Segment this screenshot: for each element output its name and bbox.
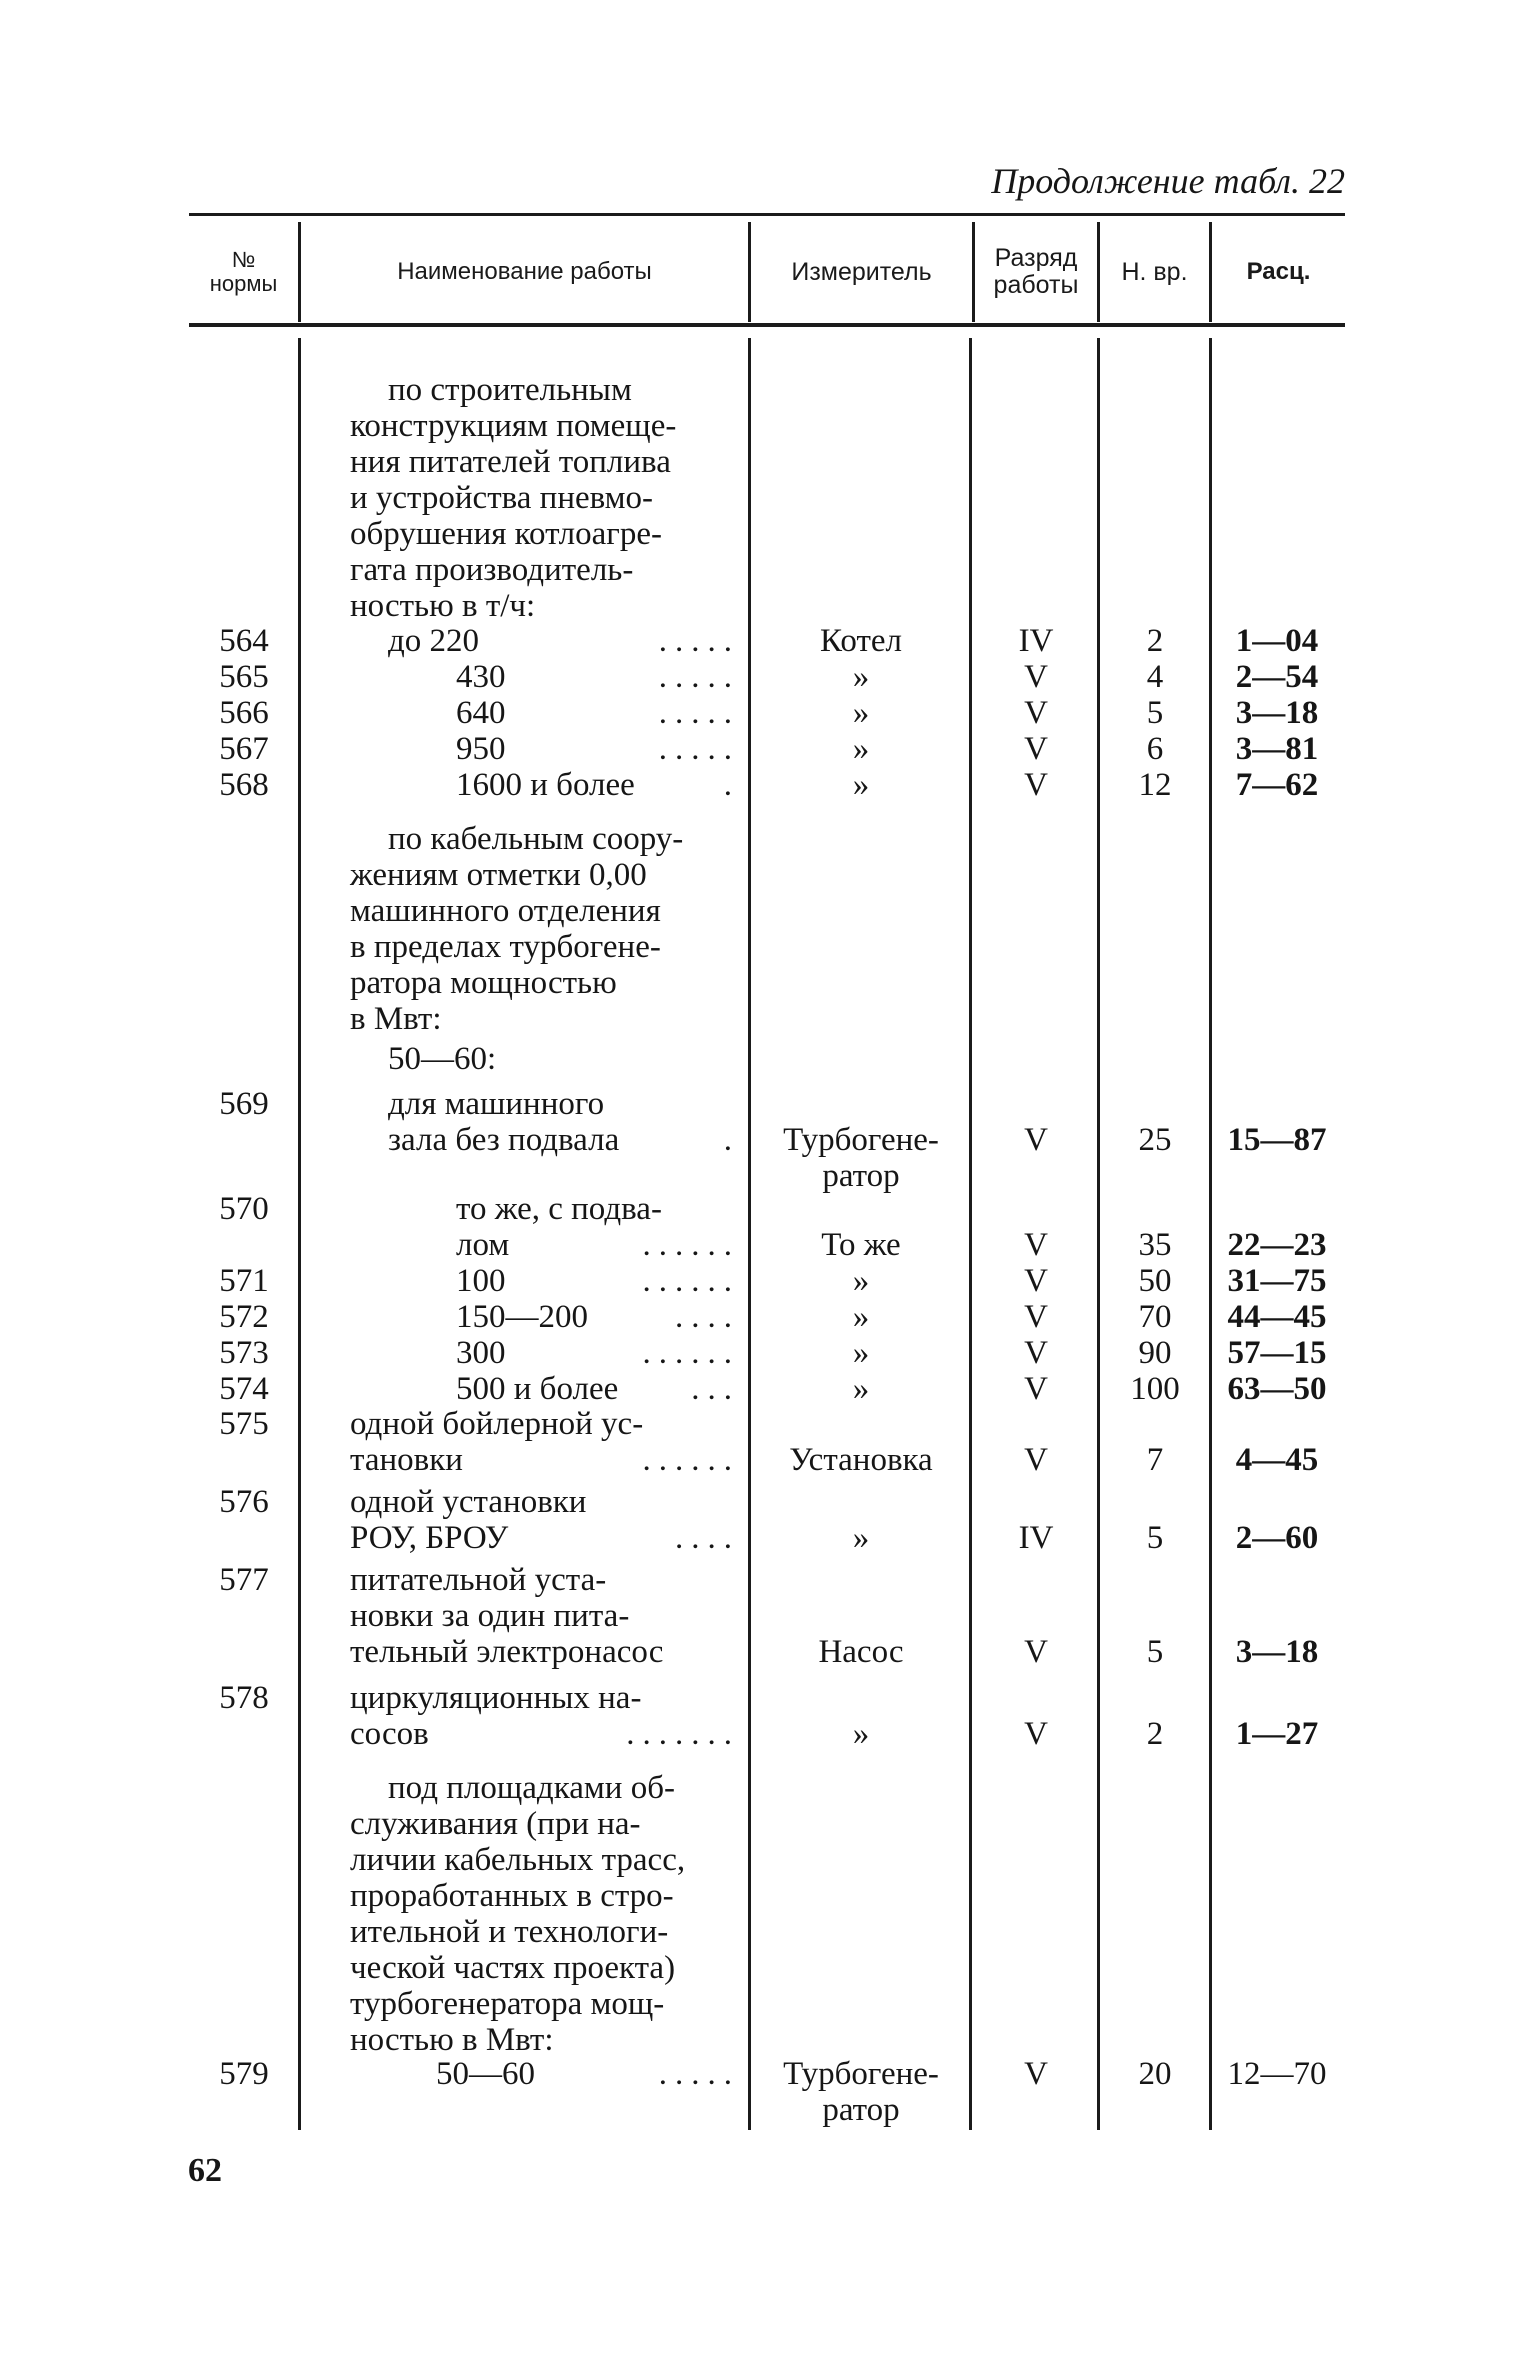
time-norm: 7 bbox=[1146, 1442, 1164, 1478]
header-bottom-rule bbox=[189, 323, 1345, 327]
work-name: питательной уста- новки за один пита- тельный электронасос bbox=[350, 1562, 664, 1670]
norm-number: 573 bbox=[219, 1335, 269, 1371]
work-grade: V bbox=[1024, 2056, 1048, 2092]
header-work-name: Наименование работы bbox=[397, 258, 652, 286]
rate-value: 3—81 bbox=[1235, 731, 1319, 767]
work-grade: IV bbox=[1018, 623, 1054, 659]
header-measure: Измеритель bbox=[791, 257, 932, 286]
norm-number: 568 bbox=[219, 767, 269, 803]
header-rate: Расц. bbox=[1246, 258, 1311, 286]
rate-value: 63—50 bbox=[1227, 1371, 1327, 1407]
work-name: для машинного зала без подвала . bbox=[388, 1086, 740, 1158]
norm-number: 565 bbox=[219, 659, 269, 695]
work-name: 640 ..... bbox=[456, 695, 740, 731]
norm-number: 577 bbox=[219, 1562, 269, 1598]
header-norm-no: № нормы bbox=[209, 247, 278, 296]
time-norm: 5 bbox=[1146, 1634, 1164, 1670]
work-grade: V bbox=[1024, 659, 1048, 695]
work-grade: V bbox=[1024, 767, 1048, 803]
rate-value: 1—27 bbox=[1235, 1716, 1319, 1752]
work-name: до 220 ..... bbox=[388, 623, 740, 659]
norm-number: 578 bbox=[219, 1680, 269, 1716]
measure-unit: Насос bbox=[818, 1634, 904, 1670]
work-name: то же, с подва- лом ...... bbox=[456, 1191, 740, 1263]
work-grade: V bbox=[1024, 1122, 1048, 1158]
work-name: 950 ..... bbox=[456, 731, 740, 767]
measure-unit: Турбогене- ратор bbox=[783, 2056, 939, 2128]
measure-unit: Турбогене- ратор bbox=[783, 1122, 939, 1194]
rate-value: 2—54 bbox=[1235, 659, 1319, 695]
time-norm: 100 bbox=[1130, 1371, 1180, 1407]
time-norm: 12 bbox=[1138, 767, 1172, 803]
time-norm: 20 bbox=[1138, 2056, 1172, 2092]
work-name: 1600 и более . bbox=[456, 767, 740, 803]
work-grade: V bbox=[1024, 731, 1048, 767]
work-name: по строительным конструкциям помеще- ния питателей топлива и устройства пневмо- обрушения котлоагре- гата производитель- ностью в т/ч: bbox=[350, 372, 677, 624]
measure-unit: Котел bbox=[820, 623, 902, 659]
rate-value: 1—04 bbox=[1235, 623, 1319, 659]
rate-value: 3—18 bbox=[1235, 695, 1319, 731]
header-time-norm: Н. вр. bbox=[1121, 257, 1188, 286]
measure-unit: » bbox=[852, 767, 870, 803]
work-name: 50—60 ..... bbox=[436, 2056, 740, 2092]
measure-unit: » bbox=[852, 1299, 870, 1335]
work-name: 300 ...... bbox=[456, 1335, 740, 1371]
measure-unit: Установка bbox=[789, 1442, 933, 1478]
work-grade: V bbox=[1024, 1442, 1048, 1478]
time-norm: 35 bbox=[1138, 1227, 1172, 1263]
time-norm: 6 bbox=[1146, 731, 1164, 767]
work-grade: V bbox=[1024, 1263, 1048, 1299]
rate-value: 2—60 bbox=[1235, 1520, 1319, 1556]
work-name: циркуляционных на- сосов ....... bbox=[350, 1680, 740, 1752]
norm-number: 579 bbox=[219, 2056, 269, 2092]
time-norm: 2 bbox=[1146, 623, 1164, 659]
norm-number: 574 bbox=[219, 1371, 269, 1407]
measure-unit: » bbox=[852, 659, 870, 695]
work-grade: V bbox=[1024, 1371, 1048, 1407]
measure-unit: » bbox=[852, 1263, 870, 1299]
measure-unit: » bbox=[852, 1335, 870, 1371]
norm-number: 576 bbox=[219, 1484, 269, 1520]
work-grade: V bbox=[1024, 695, 1048, 731]
measure-unit: » bbox=[852, 1371, 870, 1407]
column-divider bbox=[748, 338, 751, 2130]
work-name: 430 ..... bbox=[456, 659, 740, 695]
work-grade: V bbox=[1024, 1299, 1048, 1335]
norm-number: 575 bbox=[219, 1406, 269, 1442]
work-name: 150—200 .... bbox=[456, 1299, 740, 1335]
norm-number: 572 bbox=[219, 1299, 269, 1335]
rate-value: 22—23 bbox=[1227, 1227, 1327, 1263]
measure-unit: » bbox=[852, 731, 870, 767]
table-caption: Продолжение табл. 22 bbox=[991, 161, 1345, 201]
rate-value: 4—45 bbox=[1235, 1442, 1319, 1478]
column-divider bbox=[298, 338, 301, 2130]
norm-number: 564 bbox=[219, 623, 269, 659]
rate-value: 44—45 bbox=[1227, 1299, 1327, 1335]
measure-unit: » bbox=[852, 1716, 870, 1752]
time-norm: 4 bbox=[1146, 659, 1164, 695]
rate-value: 15—87 bbox=[1227, 1122, 1327, 1158]
time-norm: 5 bbox=[1146, 695, 1164, 731]
work-name: 100 ...... bbox=[456, 1263, 740, 1299]
time-norm: 5 bbox=[1146, 1520, 1164, 1556]
table-top-rule bbox=[189, 213, 1345, 216]
work-name: 500 и более ... bbox=[456, 1371, 740, 1407]
rate-value: 57—15 bbox=[1227, 1335, 1327, 1371]
norm-number: 566 bbox=[219, 695, 269, 731]
work-name: одной установки РОУ, БРОУ .... bbox=[350, 1484, 740, 1556]
norm-number: 570 bbox=[219, 1191, 269, 1227]
time-norm: 50 bbox=[1138, 1263, 1172, 1299]
work-name: 50—60: bbox=[388, 1041, 497, 1077]
rate-value: 31—75 bbox=[1227, 1263, 1327, 1299]
measure-unit: » bbox=[852, 695, 870, 731]
time-norm: 2 bbox=[1146, 1716, 1164, 1752]
time-norm: 70 bbox=[1138, 1299, 1172, 1335]
time-norm: 90 bbox=[1138, 1335, 1172, 1371]
work-grade: V bbox=[1024, 1227, 1048, 1263]
rate-value: 12—70 bbox=[1227, 2056, 1327, 2092]
measure-unit: » bbox=[852, 1520, 870, 1556]
work-grade: V bbox=[1024, 1716, 1048, 1752]
norm-number: 569 bbox=[219, 1086, 269, 1122]
page-number: 62 bbox=[188, 2152, 222, 2189]
rate-value: 3—18 bbox=[1235, 1634, 1319, 1670]
time-norm: 25 bbox=[1138, 1122, 1172, 1158]
work-grade: V bbox=[1024, 1634, 1048, 1670]
work-name: под площадками об- служивания (при на- личии кабельных трасс, проработанных в стро- ительной и технологи- ческой частях проекта) турбогенератора мощ- ностью в Мвт: bbox=[350, 1770, 686, 2058]
work-grade: IV bbox=[1018, 1520, 1054, 1556]
work-name: одной бойлерной ус- тановки ...... bbox=[350, 1406, 740, 1478]
work-name: по кабельным соору- жениям отметки 0,00 машинного отделения в пределах турбогене- ратора мощностью в Мвт: bbox=[350, 821, 684, 1037]
norm-number: 571 bbox=[219, 1263, 269, 1299]
header-grade: Разряд работы bbox=[993, 244, 1079, 299]
work-grade: V bbox=[1024, 1335, 1048, 1371]
norm-number: 567 bbox=[219, 731, 269, 767]
measure-unit: То же bbox=[821, 1227, 901, 1263]
rate-value: 7—62 bbox=[1235, 767, 1319, 803]
